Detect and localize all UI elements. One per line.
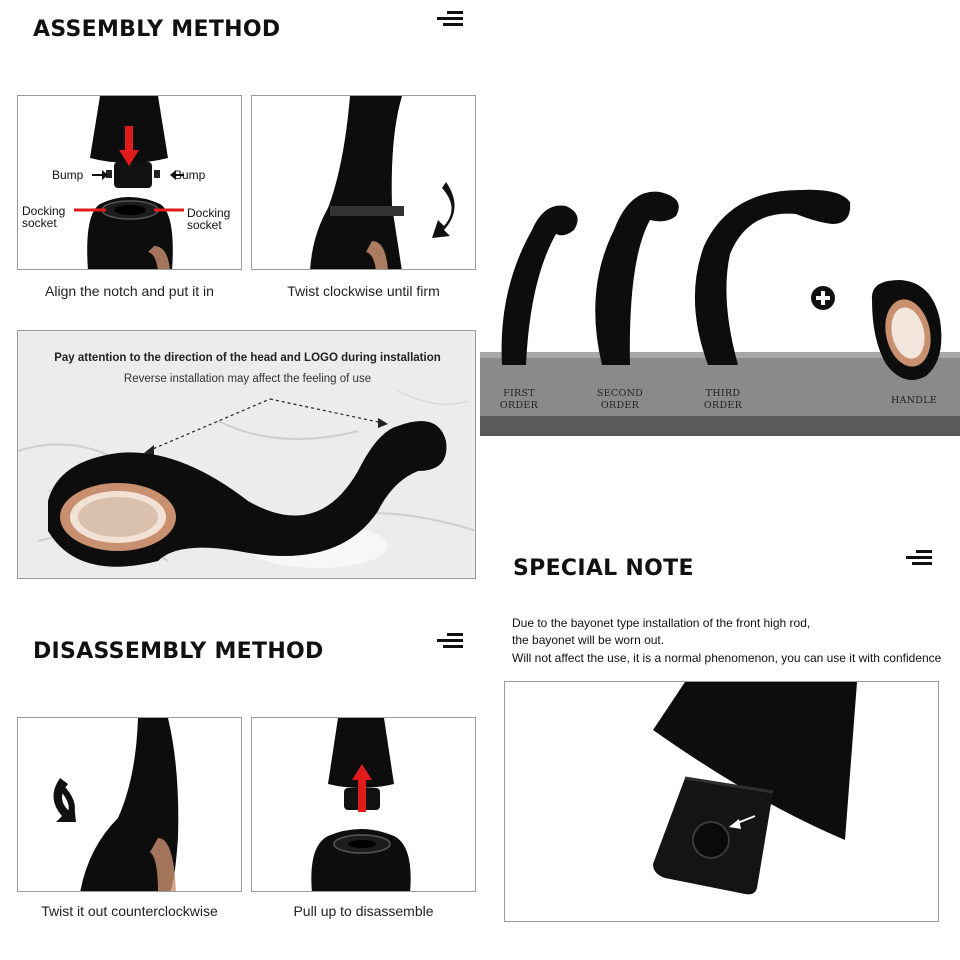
part-label-handle: HANDLE bbox=[890, 395, 938, 406]
part-label-first-order: FIRST ORDER bbox=[499, 388, 539, 411]
menu-icon[interactable] bbox=[906, 550, 932, 568]
docking-label-right: Docking socket bbox=[187, 206, 231, 232]
assembly-step2-panel bbox=[251, 95, 476, 270]
disassembly-step2-panel bbox=[251, 717, 476, 892]
menu-icon[interactable] bbox=[437, 11, 463, 29]
bump-label-right: Bump bbox=[174, 168, 206, 182]
disassembly-step1-illustration bbox=[18, 718, 242, 892]
parts-showcase bbox=[480, 180, 960, 436]
special-note-panel bbox=[504, 681, 939, 922]
special-note-line1: Due to the bayonet type installation of the front high rod, bbox=[512, 616, 811, 630]
assembly-step2-illustration bbox=[252, 96, 476, 270]
disassembly-step1-panel bbox=[17, 717, 242, 892]
assembly-step1-caption: Align the notch and put it in bbox=[45, 283, 214, 299]
disassembly-heading: DISASSEMBLY METHOD bbox=[33, 639, 324, 664]
assembly-step1-panel bbox=[17, 95, 242, 270]
part-label-third-order: THIRD ORDER bbox=[703, 388, 743, 411]
docking-label-left: Docking socket bbox=[22, 204, 66, 230]
rotate-clockwise-icon bbox=[432, 182, 455, 238]
disassembly-step2-illustration bbox=[252, 718, 476, 892]
disassembly-step2-caption: Pull up to disassemble bbox=[293, 903, 434, 919]
attention-line2: Reverse installation may affect the feeling of use bbox=[123, 373, 372, 385]
special-note-illustration bbox=[505, 682, 939, 922]
part-label-second-order: SECOND ORDER bbox=[596, 388, 644, 411]
attention-line1: Pay attention to the direction of the head and LOGO during installation bbox=[54, 352, 441, 364]
assembly-heading: ASSEMBLY METHOD bbox=[33, 17, 281, 42]
assembly-step1-illustration bbox=[18, 96, 242, 270]
special-note-line2: the bayonet will be worn out. bbox=[512, 633, 665, 647]
special-note-line3: Will not affect the use, it is a normal phenomenon, you can use it with confidence bbox=[512, 651, 942, 665]
attention-illustration bbox=[18, 331, 476, 579]
bump-label-left: Bump bbox=[52, 168, 84, 182]
attention-panel bbox=[17, 330, 476, 579]
special-note-heading: SPECIAL NOTE bbox=[513, 556, 694, 581]
menu-icon[interactable] bbox=[437, 633, 463, 651]
assembly-step2-caption: Twist clockwise until firm bbox=[287, 283, 440, 299]
disassembly-step1-caption: Twist it out counterclockwise bbox=[41, 903, 218, 919]
plus-icon bbox=[811, 286, 835, 310]
rotate-counterclockwise-icon bbox=[53, 778, 76, 822]
